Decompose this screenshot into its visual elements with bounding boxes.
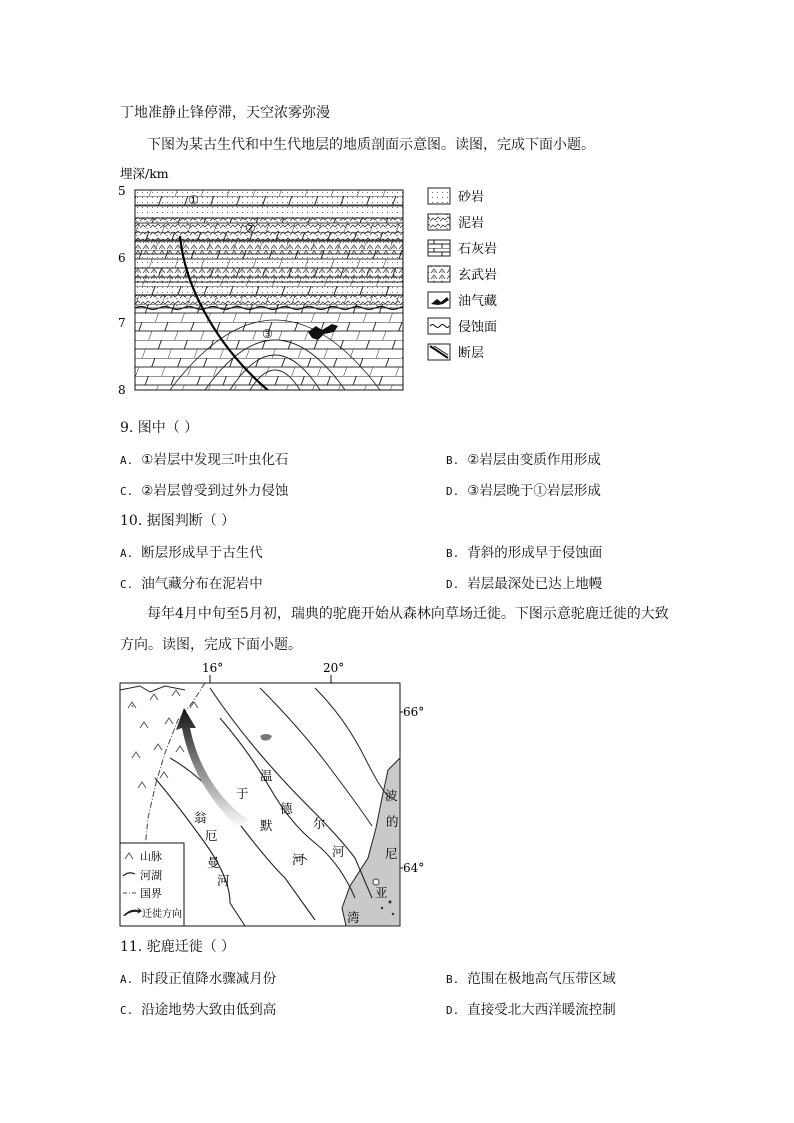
label-bothnia-3: 尼: [385, 846, 398, 861]
depth-tick: 7: [118, 316, 126, 330]
label-wendel-4: 河: [332, 844, 345, 859]
q11-option-b: B. 范围在极地高气压带区域: [446, 971, 616, 987]
section-y-axis-label: 埋深/km: [120, 166, 169, 181]
depth-tick: 5: [118, 184, 126, 198]
legend-river: 河湖: [140, 869, 162, 882]
moose-migration-map: [110, 658, 440, 930]
q10-option-c: C. 油气藏分布在泥岩中: [120, 576, 263, 592]
section-legend: [428, 188, 497, 361]
label-yumo-3: 河: [292, 852, 305, 867]
q10-option-d: D. 岩层最深处已达上地幔: [446, 576, 603, 592]
label-wengman-1: 翁: [194, 810, 207, 825]
q9-stem: 9. 图中（ ）: [120, 420, 199, 436]
layer-mark-2: ②: [245, 221, 256, 235]
legend-erosion: 侵蚀面: [458, 320, 498, 335]
lat-label-64: 64°: [403, 861, 425, 875]
q11-option-c: C. 沿途地势大致由低到高: [120, 1002, 277, 1018]
label-yumo-2: 默: [260, 818, 273, 833]
q10-option-a: A. 断层形成早于古生代: [120, 545, 263, 561]
q11-stem: 11. 驼鹿迁徙（ ）: [120, 939, 236, 955]
q10-stem: 10. 据图判断（ ）: [120, 513, 236, 529]
label-wengman-3: 曼: [207, 855, 220, 870]
layer-mark-1: ①: [188, 193, 199, 207]
label-wendel-3: 尔: [313, 816, 326, 831]
lon-label-20: 20°: [323, 661, 345, 675]
label-yumo-1: 于: [236, 786, 249, 801]
label-bothnia-4: 亚: [375, 885, 388, 900]
q11-option-d: D. 直接受北大西洋暖流控制: [446, 1002, 616, 1018]
layer-mark-3: ③: [262, 327, 273, 341]
legend-mountain: 山脉: [140, 850, 162, 863]
q11-option-a: A. 时段正值降水骤减月份: [120, 971, 277, 987]
legend-basalt: 玄武岩: [458, 268, 498, 283]
label-bothnia-1: 波: [385, 788, 398, 803]
map-legend: [120, 843, 184, 926]
label-bothnia-5: 湾: [347, 910, 360, 925]
label-wengman-2: 厄: [205, 828, 218, 843]
q10-option-b: B. 背斜的形成早于侵蚀面: [446, 545, 603, 561]
label-wengman-4: 河: [217, 873, 230, 888]
legend-border: 国界: [140, 887, 162, 900]
geologic-section-figure: [110, 160, 510, 400]
lon-label-16: 16°: [202, 661, 224, 675]
q9-option-d: D. ③岩层晚于①岩层形成: [446, 483, 601, 499]
legend-fault: 断层: [458, 346, 485, 361]
legend-oil: 油气藏: [458, 294, 498, 309]
depth-tick: 6: [118, 251, 126, 265]
label-wendel-1: 温: [260, 768, 273, 783]
depth-tick: 8: [118, 383, 126, 397]
passage-2-line-2: 方向。读图，完成下面小题。: [120, 637, 302, 653]
passage-2-line-1: 每年4月中旬至5月初，瑞典的驼鹿开始从森林向草场迁徙。下图示意驼鹿迁徙的大致: [147, 606, 669, 622]
label-wendel-2: 德: [280, 801, 293, 816]
legend-mudstone: 泥岩: [458, 216, 485, 231]
lat-label-66: 66°: [403, 705, 425, 719]
q9-option-a: A. ①岩层中发现三叶虫化石: [120, 452, 289, 468]
legend-migration: 迁徙方向: [142, 909, 182, 920]
legend-sandstone: 砂岩: [458, 190, 485, 205]
q9-option-c: C. ②岩层曾受到过外力侵蚀: [120, 483, 289, 499]
q9-option-b: B. ②岩层由变质作用形成: [446, 452, 601, 468]
intro-line: 丁地准静止锋停滞，天空浓雾弥漫: [120, 105, 330, 121]
passage-1: 下图为某古生代和中生代地层的地质剖面示意图。读图，完成下面小题。: [147, 137, 595, 153]
label-bothnia-2: 的: [386, 814, 399, 829]
legend-limestone: 石灰岩: [458, 242, 498, 257]
